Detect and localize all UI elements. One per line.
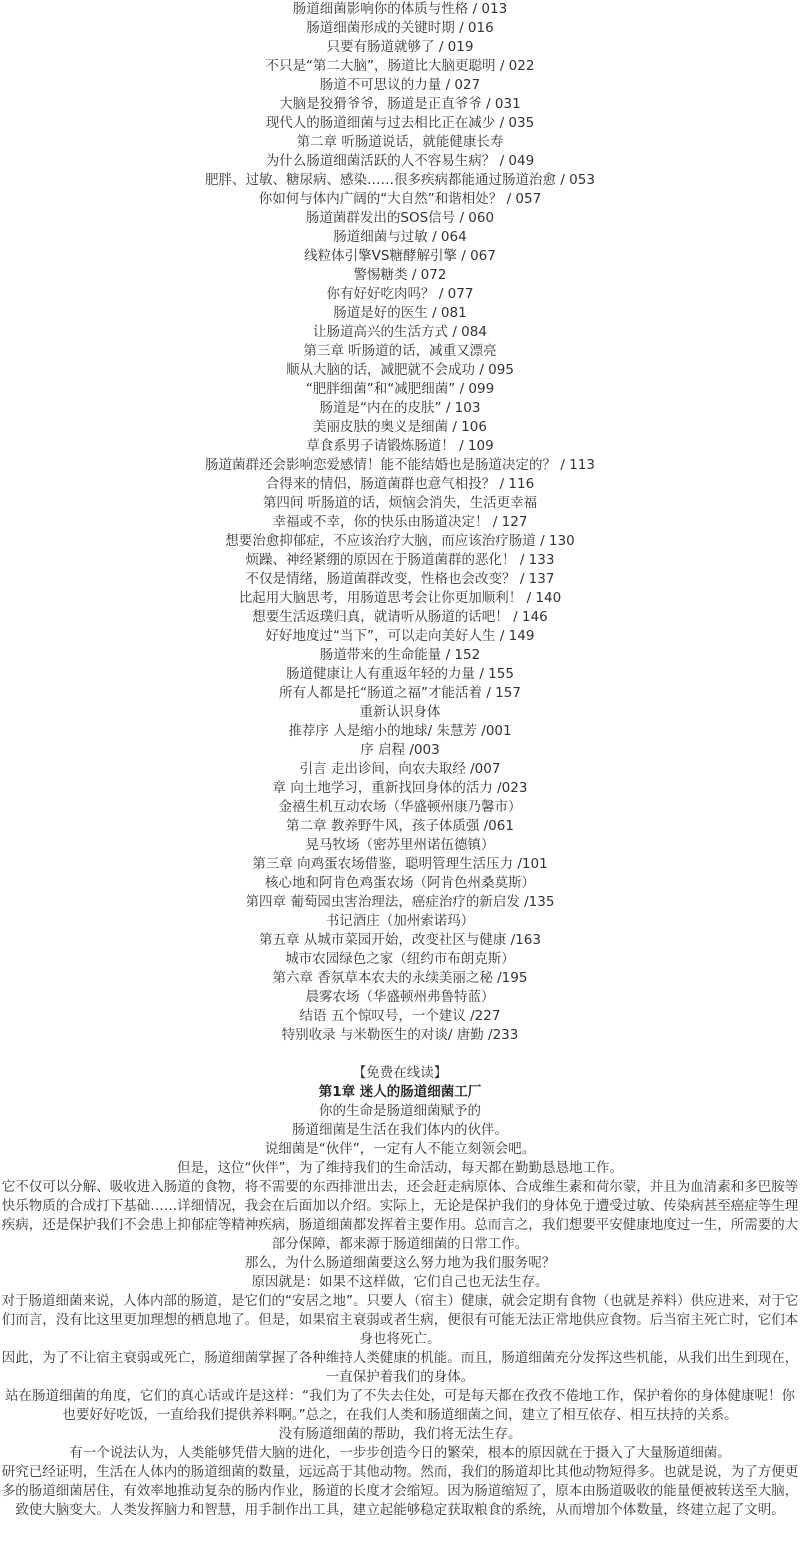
toc-entry: 肠道细菌形成的关键时期 / 016: [306, 20, 494, 36]
toc-entry: “肥胖细菌”和“减肥细菌” / 099: [305, 381, 495, 397]
body-paragraph: 对于肠道细菌来说，人体内部的肠道，是它们的“安居之地”。只要人（宿主）健康，就会定期有食物（也就是养料）供应进来，对于它们而言，没有比这里更加理想的栖息地了。但是，如果宿主衰弱或者生病，便很有可能无法正常地供应食物。后当宿主死亡时，它们本身也将死亡。: [1, 1293, 799, 1347]
body-paragraph: 它不仅可以分解、吸收进入肠道的食物，将不需要的东西排泄出去，还会赶走病原体、合成维生素和荷尔蒙，并且为血清素和多巴胺等快乐物质的合成打下基础……详细情况，我会在后面加以介绍。实际上，无论是保护我们的身体免于遭受过敏、传染病甚至癌症等生理疾病，还是保护我们不会患上抑郁症等精神疾病，肠道细菌都发挥着主要作用。总而言之，我们想要平安健康地度过一生，所需要的大部分保障，都来源于肠道细菌的日常工作。: [1, 1179, 799, 1252]
toc-entry: 第二章 教养野牛风，孩子体质强 /061: [286, 818, 514, 834]
free-read-label: 【免费在线读】: [352, 1065, 448, 1081]
toc-entry: 比起用大脑思考，用肠道思考会让你更加顺利！ / 140: [238, 590, 562, 606]
toc-entry: 顺从大脑的话，减肥就不会成功 / 095: [286, 362, 514, 378]
toc-entry: 肠道带来的生命能量 / 152: [319, 647, 481, 663]
toc-entry: 只要有肠道就够了 / 019: [326, 39, 474, 55]
toc-entry: 章 向土地学习，重新找回身体的活力 /023: [272, 780, 528, 796]
toc-entry: 金禧生机互动农场（华盛顿州康乃馨市）: [278, 799, 522, 815]
toc-entry: 不仅是情绪，肠道菌群改变，性格也会改变？ / 137: [245, 571, 555, 587]
toc-entry: 第四间 听肠道的话，烦恼会消失，生活更幸福: [262, 495, 538, 511]
body-paragraph: 有一个说法认为，人类能够凭借大脑的进化，一步步创造今日的繁荣，根本的原因就在于摄入了大量肠道细菌。: [69, 1445, 731, 1461]
toc-entry: 序 启程 /003: [360, 742, 440, 758]
toc-entry: 肥胖、过敏、糖尿病、感染……很多疾病都能通过肠道治愈 / 053: [205, 172, 595, 188]
toc-entry: 大脑是狡猾爷爷，肠道是正直爷爷 / 031: [279, 96, 521, 112]
toc-entry: 特别收录 与米勒医生的对谈/ 唐勤 /233: [281, 1027, 519, 1043]
toc-entry: 好好地度过“当下”，可以走向美好人生 / 149: [265, 628, 535, 644]
body-paragraph: 肠道细菌是生活在我们体内的伙伴。: [292, 1122, 508, 1138]
toc-entry: 肠道菌群发出的SOS信号 / 060: [305, 210, 495, 226]
toc-entry: 幸福或不幸，你的快乐由肠道决定！ / 127: [272, 514, 528, 530]
toc-entry: 合得来的情侣，肠道菌群也意气相投？ / 116: [265, 476, 535, 492]
toc-entry: 草食系男子请锻炼肠道！ / 109: [306, 438, 494, 454]
toc-entry: 让肠道高兴的生活方式 / 084: [313, 324, 487, 340]
toc-entry: 引言 走出诊间，向农夫取经 /007: [299, 761, 501, 777]
chapter-body: [0, 1102, 800, 1520]
spacer: [0, 1045, 800, 1064]
body-paragraph: 你的生命是肠道细菌赋予的: [319, 1103, 481, 1119]
toc-entry: 肠道是“内在的皮肤” / 103: [319, 400, 481, 416]
toc-entry: 肠道菌群还会影响恋爱感情！能不能结婚也是肠道决定的？ / 113: [205, 457, 595, 473]
toc-entry: 推荐序 人是缩小的地球/ 朱慧芳 /001: [288, 723, 512, 739]
toc-entry: 城市农园绿色之家（纽约市布朗克斯）: [285, 951, 515, 967]
toc-entry: 第六章 香氛草本农夫的永续美丽之秘 /195: [272, 970, 528, 986]
toc-entry: 所有人都是托“肠道之福”才能活着 / 157: [279, 685, 521, 701]
toc-entry: 肠道细菌影响你的体质与性格 / 013: [292, 1, 508, 17]
toc-entry: 警惕糖类 / 072: [353, 267, 447, 283]
body-paragraph: 那么，为什么肠道细菌要这么努力地为我们服务呢？: [244, 1255, 556, 1271]
toc-entry: 你如何与体内广阔的“大自然”和谐相处？ / 057: [258, 191, 542, 207]
toc-entry: 核心地和阿肯色鸡蛋农场（阿肯色州桑莫斯）: [265, 875, 535, 891]
toc-entry: 重新认识身体: [359, 704, 441, 720]
toc-entry: 第四章 葡萄园虫害治理法，癌症治疗的新启发 /135: [245, 894, 555, 910]
toc-entry: 你有好好吃肉吗？ / 077: [326, 286, 474, 302]
toc-entry: 书记酒庄（加州索诺玛）: [325, 913, 475, 929]
toc-entry: 肠道是好的医生 / 081: [333, 305, 467, 321]
body-paragraph: 研究已经证明，生活在人体内的肠道细菌的数量，远远高于其他动物。然而，我们的肠道却比其他动物短得多。也就是说，为了方便更多的肠道细菌居住，有效率地推动复杂的肠内作业，肠道的长度才会缩短。因为肠道缩短了，原本由肠道吸收的能量便被转送至大脑，致使大脑变大。人类发挥脑力和智慧，用手制作出工具，建立起能够稳定获取粮食的系统，从而增加个体数量，终建立起了文明。: [1, 1464, 799, 1518]
toc-entry: 线粒体引擎VS糖酵解引擎 / 067: [304, 248, 496, 264]
chapter-title: 第1章 迷人的肠道细菌工厂: [318, 1084, 482, 1100]
body-paragraph: 站在肠道细菌的角度，它们的真心话或许是这样：“我们为了不失去住处，可是每天都在孜孜不倦地工作，保护着你的身体健康呢！你也要好好吃饭，一直给我们提供养料啊。”总之，在我们人类和肠道细菌之间，建立了相互依存、相互扶持的关系。: [5, 1388, 795, 1423]
body-paragraph: 因此，为了不让宿主衰弱或死亡，肠道细菌掌握了各种维持人类健康的机能。而且，肠道细菌充分发挥这些机能，从我们出生到现在，一直保护着我们的身体。: [1, 1350, 799, 1385]
toc-entry: 肠道细菌与过敏 / 064: [333, 229, 467, 245]
body-paragraph: 但是，这位“伙伴”，为了维持我们的生命活动，每天都在勤勤恳恳地工作。: [177, 1160, 623, 1176]
toc-entry: 肠道不可思议的力量 / 027: [319, 77, 481, 93]
body-paragraph: 没有肠道细菌的帮助，我们将无法生存。: [278, 1426, 522, 1442]
toc-entry: 肠道健康让人有重返年轻的力量 / 155: [286, 666, 514, 682]
toc-entry: 第五章 从城市菜园开始，改变社区与健康 /163: [259, 932, 541, 948]
toc-entry: 结语 五个惊叹号，一个建议 /227: [299, 1008, 501, 1024]
toc-entry: 第二章 听肠道说话，就能健康长寿: [296, 134, 504, 150]
toc-entry: 现代人的肠道细菌与过去相比正在减少 / 035: [265, 115, 535, 131]
toc-entry: 想要治愈抑郁症，不应该治疗大脑，而应该治疗肠道 / 130: [225, 533, 575, 549]
toc-entry: 晨雾农场（华盛顿州弗鲁特蓝）: [305, 989, 495, 1005]
toc-entry: 不只是“第二大脑”，肠道比大脑更聪明 / 022: [265, 58, 535, 74]
toc-entry: 第三章 听肠道的话，减重又漂亮: [303, 343, 497, 359]
toc-entry: 晃马牧场（密苏里州诺伍德镇）: [305, 837, 495, 853]
body-paragraph: 说细菌是“伙伴”，一定有人不能立刻领会吧。: [264, 1141, 536, 1157]
toc-entry: 第三章 向鸡蛋农场借鉴，聪明管理生活压力 /101: [252, 856, 548, 872]
body-paragraph: 原因就是：如果不这样做，它们自己也无法生存。: [251, 1274, 549, 1290]
toc-entry: 烦躁、神经紧绷的原因在于肠道菌群的恶化！ / 133: [245, 552, 555, 568]
toc-entry: 为什么肠道细菌活跃的人不容易生病？ / 049: [265, 153, 535, 169]
toc-entry: 想要生活返璞归真，就请听从肠道的话吧！ / 146: [252, 609, 548, 625]
toc-entry: 美丽皮肤的奥义是细菌 / 106: [313, 419, 487, 435]
